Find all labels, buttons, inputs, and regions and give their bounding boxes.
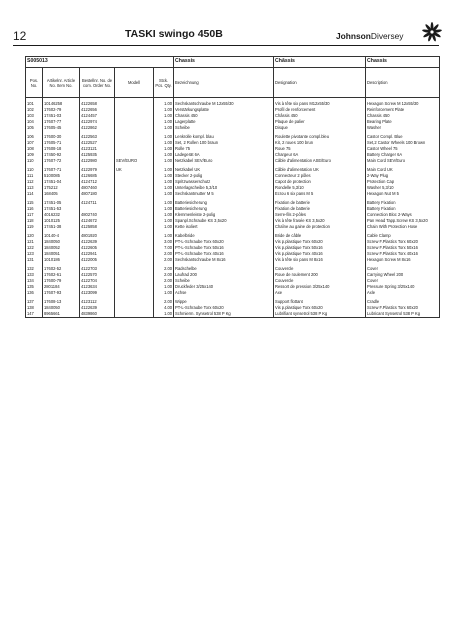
article-no-cell: 4016232 [43, 212, 80, 218]
designation-cell: Disque [274, 125, 366, 131]
pos-cell: 115 [26, 200, 43, 206]
article-no-cell: 1840051 [43, 251, 80, 257]
pos-cell: 134 [26, 278, 43, 284]
description-cell: Chain With Protection Hose [366, 224, 440, 230]
designation-cell: Ecrou 6 six pans M 5 [274, 191, 366, 197]
qty-cell: 1.00 [154, 152, 174, 158]
order-no-cell: 4124672 [80, 218, 115, 224]
article-no-cell: 17607-71 [43, 167, 80, 173]
description-cell: Lubricant Synsetrol 538 P Kg [366, 311, 440, 318]
order-no-cell: 4122527 [80, 140, 115, 146]
article-no-cell: 17608-18 [43, 146, 80, 152]
pos-cell: 110 [26, 167, 43, 173]
header-rule [13, 45, 439, 46]
bezeichnung-cell: Radschelbe [174, 266, 274, 272]
order-no-cell: 4122941 [80, 251, 115, 257]
order-no-cell: 4122979 [80, 167, 115, 173]
bezeichnung-cell: Batteriesicherung [174, 200, 274, 206]
order-no-cell: 4122974 [80, 119, 115, 125]
qty-cell: 3.00 [154, 239, 174, 245]
pos-cell: 131 [26, 257, 43, 263]
qty-cell: 1.00 [154, 290, 174, 296]
pos-cell: 132 [26, 266, 43, 272]
table-row [26, 101, 440, 107]
qty-cell: 1.00 [154, 200, 174, 206]
section-name-de: Chassis [174, 57, 274, 68]
description-cell: Axle [366, 290, 440, 296]
article-no-cell: 1840050 [43, 305, 80, 311]
bezeichnung-cell: Kette isoliert [174, 224, 274, 230]
designation-cell: Rondelle 5,3/10 [274, 185, 366, 191]
model-cell: UK [115, 167, 154, 173]
order-no-cell: 4124712 [80, 179, 115, 185]
article-no-cell: 175212 [43, 185, 80, 191]
bezeichnung-cell: Netzkabel UK [174, 167, 274, 173]
pos-cell: 105 [26, 125, 43, 131]
bezeichnung-cell: Lagerplatte [174, 119, 274, 125]
brand-logo-text-bold: Johnson [336, 31, 371, 41]
bezeichnung-cell: Set, 2 Rollen 100 braun [174, 140, 274, 146]
description-cell: Cable Clamp [366, 233, 440, 239]
article-no-cell: 1010125 [43, 218, 80, 224]
bezeichnung-cell: Ladegerät 6A [174, 152, 274, 158]
order-no-cell: 4124711 [80, 200, 115, 206]
designation-cell: Connecteur 2 pôles [274, 173, 366, 179]
order-no-cell: 4122704 [80, 278, 115, 284]
designation-cell: Bride de câble [274, 233, 366, 239]
article-no-cell: 1010186 [43, 257, 80, 263]
model-cell: SEV/EURO [115, 158, 154, 164]
bezeichnung-cell: Stecker 2-polig [174, 173, 274, 179]
designation-cell: Fixation de batterie [274, 200, 366, 206]
page-number: 12 [13, 29, 27, 43]
qty-cell: 2.00 [154, 278, 174, 284]
qty-cell: 4.00 [154, 305, 174, 311]
qty-cell: 1.00 [154, 191, 174, 197]
parts-table [25, 56, 440, 318]
parts-table-body [26, 98, 440, 318]
order-no-cell: 4125858 [80, 224, 115, 230]
pos-cell: 133 [26, 272, 43, 278]
pos-cell: 138 [26, 305, 43, 311]
designation-cell: Vis p.plastique Torx 60x20 [274, 239, 366, 245]
pos-cell: 122 [26, 245, 43, 251]
description-cell: Castor Wheel 75 [366, 146, 440, 152]
order-no-cell: 4839860 [80, 311, 115, 318]
brand-logo [336, 20, 444, 48]
designation-cell: Profil de renforcement [274, 107, 366, 113]
bezeichnung-cell: Rolle 75 [174, 146, 274, 152]
qty-cell: 1.00 [154, 125, 174, 131]
order-no-cell: 4122658 [80, 101, 115, 107]
article-no-cell: 168405 [43, 191, 80, 197]
article-no-cell: 17451-38 [43, 224, 80, 230]
pos-cell: 108 [26, 146, 43, 152]
order-no-cell: 4122563 [80, 134, 115, 140]
bezeichnung-cell: Batteriesicherung [174, 206, 274, 212]
qty-cell: 2.00 [154, 272, 174, 278]
designation-cell: Ressort de pression 3/25x140 [274, 284, 366, 290]
description-cell: Cover [366, 266, 440, 272]
designation-cell: Lubrifiant synsetrol 538 P Kg [274, 311, 366, 318]
article-no-cell: 17451-03 [43, 113, 80, 119]
pos-cell: 135 [26, 284, 43, 290]
pos-cell: 120 [26, 233, 43, 239]
pos-cell: 118 [26, 218, 43, 224]
qty-cell: 2.00 [154, 251, 174, 257]
description-cell: Battery Charger 6A [366, 152, 440, 158]
article-no-cell: 17607-93 [43, 290, 80, 296]
designation-cell: Roulette pivotante compl.bleu [274, 134, 366, 140]
article-no-cell: 10140-4 [43, 233, 80, 239]
order-no-cell: 4802740 [80, 212, 115, 218]
pos-cell: 110 [26, 158, 43, 164]
pos-cell: 137 [26, 299, 43, 305]
section-name-en: Chassis [366, 57, 440, 68]
section-code: S005013 [26, 57, 174, 68]
col-header-designation: Designation [274, 68, 366, 98]
description-cell: Hexagon Nut M 5 [366, 191, 440, 197]
article-no-cell: 17600-30 [43, 134, 80, 140]
qty-cell: 1.00 [154, 158, 174, 164]
description-cell: Castor Compl. Blue [366, 134, 440, 140]
order-no-cell: 4123099 [80, 290, 115, 296]
col-header-article: Artikelnr. Article No. Item No. [43, 68, 80, 98]
designation-cell: Chargeur 6A [274, 152, 366, 158]
article-no-cell: 8965661 [43, 311, 80, 318]
bezeichnung-cell: Achse [174, 290, 274, 296]
article-no-cell: 17605-45 [43, 125, 80, 131]
col-header-model: Modell [115, 68, 154, 98]
bezeichnung-cell: PT-L-Schraube Torx 60x20 [174, 305, 274, 311]
pos-cell: 102 [26, 107, 43, 113]
qty-cell: 1.00 [154, 311, 174, 318]
order-no-cell: 4122570 [80, 272, 115, 278]
description-cell: Bearing Plate [366, 119, 440, 125]
designation-cell: Capot de protection [274, 179, 366, 185]
qty-cell: 1.00 [154, 233, 174, 239]
description-cell: Chassis 450 [366, 113, 440, 119]
article-no-cell: 17451-53 [43, 206, 80, 212]
bezeichnung-cell: Sechskantschraube M 8x16 [174, 257, 274, 263]
designation-cell: Vis à tête frasée KS 3,5x20 [274, 218, 366, 224]
bezeichnung-cell: Sechskantmutter M 5 [174, 191, 274, 197]
bezeichnung-cell: Laufrad 200 [174, 272, 274, 278]
order-no-cell: 4125935 [80, 152, 115, 158]
description-cell: Washer 5,3/10 [366, 185, 440, 191]
pos-cell: 107 [26, 140, 43, 146]
pos-cell: 116 [26, 206, 43, 212]
designation-cell: Roue 75 [274, 146, 366, 152]
qty-cell: 1.00 [154, 284, 174, 290]
bezeichnung-cell: Schmierm. Synsetrol 538 P Kg [174, 311, 274, 318]
col-header-description: Description [366, 68, 440, 98]
description-cell: Screw F.Plastics Torx 60x20 [366, 305, 440, 311]
order-no-cell: 4122005 [80, 257, 115, 263]
description-cell: Battery Fixation [366, 206, 440, 212]
article-no-cell: 17602-61 [43, 272, 80, 278]
pos-cell: 104 [26, 119, 43, 125]
qty-cell: 1.00 [154, 218, 174, 224]
qty-cell: 1.00 [154, 140, 174, 146]
description-cell: Battery Fixation [366, 200, 440, 206]
article-no-cell: 17605-71 [43, 140, 80, 146]
designation-cell: Vis à tête six pans M 8x16 [274, 257, 366, 263]
pos-cell: 112 [26, 179, 43, 185]
pos-cell: 136 [26, 290, 43, 296]
article-no-cell: 17451-04 [43, 179, 80, 185]
bezeichnung-cell: Unterlagscheibe 5,3/10 [174, 185, 274, 191]
article-no-cell: 17451-05 [43, 200, 80, 206]
bezeichnung-cell: Scheibe [174, 278, 274, 284]
designation-cell: Vis à tête six pans M12x55/30 [274, 101, 366, 107]
model-cell [115, 311, 154, 318]
qty-cell: 1.00 [154, 173, 174, 179]
bezeichnung-cell: Lenkrolle kompl. blau [174, 134, 274, 140]
section-name-fr: Châssis [274, 57, 366, 68]
designation-cell: Plaque de palier [274, 119, 366, 125]
article-no-cell: 17602-52 [43, 266, 80, 272]
qty-cell: 2.00 [154, 257, 174, 263]
pos-cell: 147 [26, 311, 43, 318]
description-cell: Pressure Spring 3/25x140 [366, 284, 440, 290]
order-no-cell: 4122639 [80, 305, 115, 311]
order-no-cell: 4122605 [80, 245, 115, 251]
order-no-cell: 4123634 [80, 284, 115, 290]
designation-cell: Roue de roulement 200 [274, 272, 366, 278]
bezeichnung-cell: Verstärkungsplatte [174, 107, 274, 113]
document-title: TASKI swingo 450B [125, 28, 223, 40]
article-no-cell: 17602-79 [43, 107, 80, 113]
bezeichnung-cell: Klemmenleiste 2-polig [174, 212, 274, 218]
qty-cell: 2.00 [154, 299, 174, 305]
article-no-cell: 1840050 [43, 239, 80, 245]
article-no-cell: 17607-72 [43, 158, 80, 164]
qty-cell: 1.00 [154, 212, 174, 218]
pos-cell: 121 [26, 239, 43, 245]
designation-cell: Câble d'alimentation UK [274, 167, 366, 173]
qty-cell: 1.00 [154, 224, 174, 230]
bezeichnung-cell: Netzkabel SEV/Euro [174, 158, 274, 164]
order-no-cell: 4123121 [80, 146, 115, 152]
order-no-cell: 4122703 [80, 266, 115, 272]
bezeichnung-cell: Scheibe [174, 125, 274, 131]
pos-cell: 123 [26, 251, 43, 257]
description-cell: Connection Bloc 2-Ways [366, 212, 440, 218]
qty-cell: 1.00 [154, 179, 174, 185]
order-no-cell: 4126685 [80, 173, 115, 179]
article-no-cell: 17450-92 [43, 152, 80, 158]
article-no-cell: 5100085 [43, 173, 80, 179]
designation-cell: Fixation de batterie [274, 206, 366, 212]
designation-cell: Serre-fils 2-pôles [274, 212, 366, 218]
pos-cell: 103 [26, 113, 43, 119]
col-header-order: Bestellnr. No. de com. Order No. [80, 68, 115, 98]
description-cell: Main Cord SEV/Euro [366, 158, 440, 164]
qty-cell: 1.00 [154, 206, 174, 212]
table-row [26, 311, 440, 318]
pos-cell: 111 [26, 173, 43, 179]
qty-cell: 1.00 [154, 146, 174, 152]
bezeichnung-cell: Sechskantschraube M 12x55/30 [174, 101, 274, 107]
designation-cell: Vis p.plastique Torx 40x16 [274, 251, 366, 257]
designation-cell: Vis p.plastique Torx 50x16 [274, 245, 366, 251]
pos-cell: 119 [26, 224, 43, 230]
article-no-cell: 17600-79 [43, 278, 80, 284]
designation-cell: Câble d'alimentation ASE/Euro [274, 158, 366, 164]
description-cell: Main Cord UK [366, 167, 440, 173]
description-cell: Screw F.Plastics Torx 60x20 [366, 239, 440, 245]
pos-cell: 101 [26, 101, 43, 107]
description-cell: Pan Head Tapp.Screw KS 3,5x20 [366, 218, 440, 224]
brand-logo-text [336, 31, 403, 41]
designation-cell: Axe [274, 290, 366, 296]
description-cell: Set,2 Castor Wheels 100 Brown [366, 140, 440, 146]
description-cell: Screw F.Plastics Torx 50x16 [366, 245, 440, 251]
bezeichnung-cell: Druckfeder 3/25x140 [174, 284, 274, 290]
order-no-cell: 4122862 [80, 125, 115, 131]
description-cell: Reinforcement Plate [366, 107, 440, 113]
article-no-cell: 10146258 [43, 101, 80, 107]
pos-cell: 117 [26, 212, 43, 218]
article-no-cell: 17607-77 [43, 119, 80, 125]
diversey-flower-icon [420, 20, 444, 44]
order-no-cell: 4122639 [80, 239, 115, 245]
order-no-cell: 4124457 [80, 113, 115, 119]
designation-cell: Chaîne au gaine de protection [274, 224, 366, 230]
designation-cell: Vis p.plastique Torx 60x20 [274, 305, 366, 311]
description-cell: Hexagon Screw M 12x55/30 [366, 101, 440, 107]
qty-cell: 1.00 [154, 119, 174, 125]
pos-cell: 113 [26, 185, 43, 191]
description-cell: Hexagon Screw M 8x16 [366, 257, 440, 263]
col-header-qty: Stck. Pcs. Qty. [154, 68, 174, 98]
order-no-cell: 4801920 [80, 233, 115, 239]
designation-cell: Couvercle [274, 266, 366, 272]
qty-cell: 7.00 [154, 245, 174, 251]
pos-cell: 106 [26, 134, 43, 140]
qty-cell: 1.00 [154, 185, 174, 191]
designation-cell: Châssis 450 [274, 113, 366, 119]
description-cell: Screw F.Plastics Torx 40x16 [366, 251, 440, 257]
bezeichnung-cell: Spanpl.Schraube KS 3,5x20 [174, 218, 274, 224]
designation-cell: Kit, 2 roues 100 brun [274, 140, 366, 146]
description-cell: Cover [366, 278, 440, 284]
col-header-pos: Pos. No. [26, 68, 43, 98]
designation-cell: Support flottant [274, 299, 366, 305]
bezeichnung-cell: Spritzwasserschutz [174, 179, 274, 185]
qty-cell: 1.00 [154, 101, 174, 107]
pos-cell: 109 [26, 152, 43, 158]
order-no-cell: 4807460 [80, 185, 115, 191]
bezeichnung-cell: PT-L-Schraube Torx 60x20 [174, 239, 274, 245]
designation-cell: Couvercle [274, 278, 366, 284]
qty-cell: 1.00 [154, 107, 174, 113]
col-header-bezeichnung: Bezeichnung [174, 68, 274, 98]
bezeichnung-cell: Kabelbride [174, 233, 274, 239]
order-no-cell: 4122656 [80, 107, 115, 113]
order-no-cell: 4122980 [80, 158, 115, 164]
order-no-cell: 4807180 [80, 191, 115, 197]
article-no-cell: 17608-13 [43, 299, 80, 305]
bezeichnung-cell: PT-L-Schraube Torx 50x16 [174, 245, 274, 251]
description-cell: Cradle [366, 299, 440, 305]
description-cell: 2-Way Plug [366, 173, 440, 179]
qty-cell: 1.00 [154, 134, 174, 140]
bezeichnung-cell: PT-L-Schraube Torx 40x16 [174, 251, 274, 257]
bezeichnung-cell: Chassis 450 [174, 113, 274, 119]
qty-cell: 1.00 [154, 167, 174, 173]
description-cell: Carrying Wheel 200 [366, 272, 440, 278]
description-cell: Protection Cap [366, 179, 440, 185]
bezeichnung-cell: Wippe [174, 299, 274, 305]
brand-logo-text-regular: Diversey [370, 31, 404, 41]
column-header-row [26, 68, 440, 98]
qty-cell: 2.00 [154, 266, 174, 272]
description-cell: Washer [366, 125, 440, 131]
qty-cell: 1.00 [154, 113, 174, 119]
article-no-cell: 1840052 [43, 245, 80, 251]
order-no-cell: 4123112 [80, 299, 115, 305]
article-no-cell: 2801184 [43, 284, 80, 290]
section-header-row [26, 57, 440, 68]
pos-cell: 114 [26, 191, 43, 197]
